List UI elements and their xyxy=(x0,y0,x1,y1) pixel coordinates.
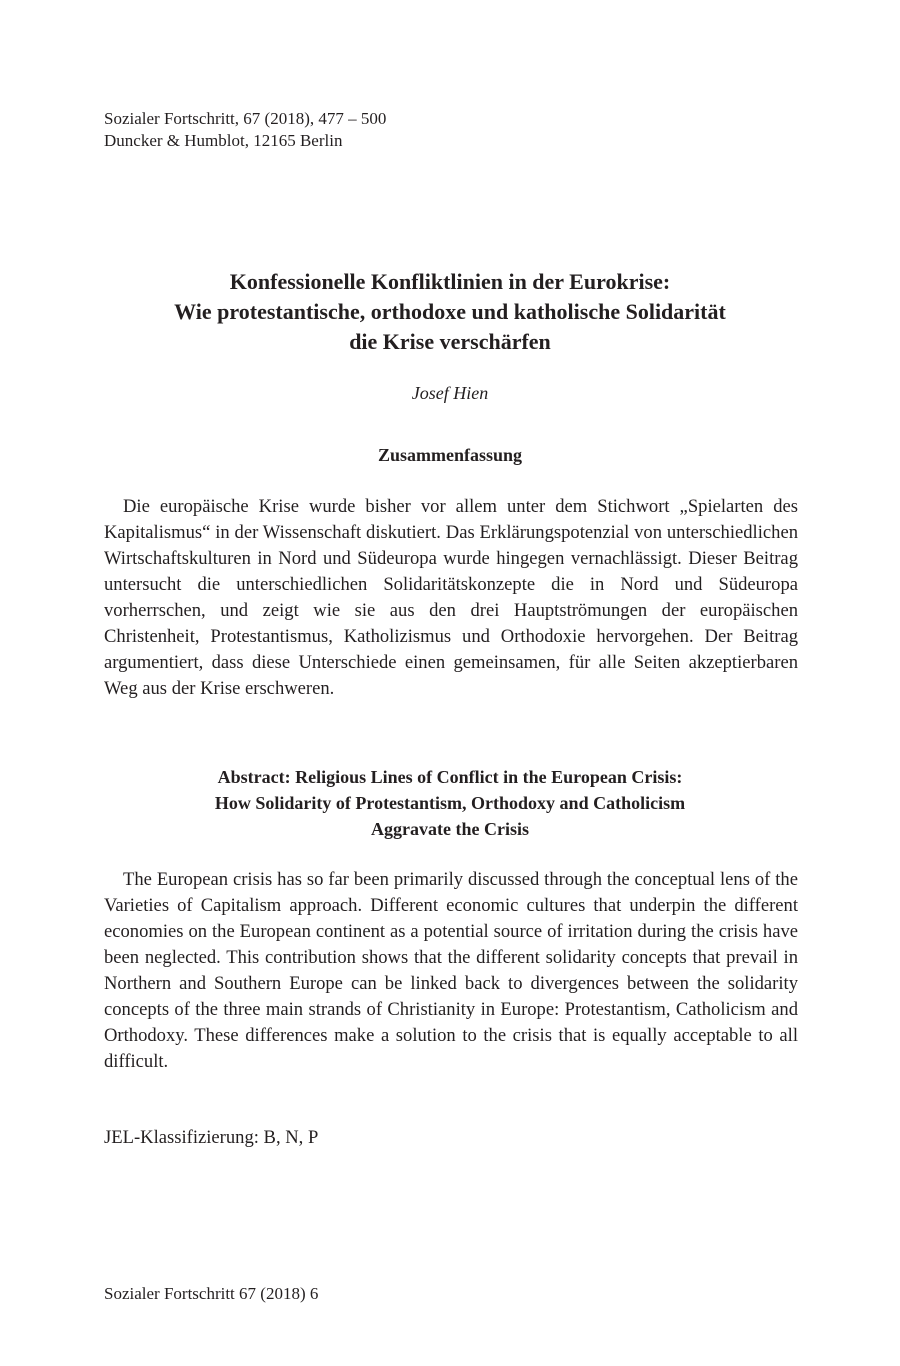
abstract-heading xyxy=(0,764,900,842)
abstract-heading-line-3: Aggravate the Crisis xyxy=(371,819,529,839)
title-line-3: die Krise verschärfen xyxy=(349,329,551,354)
abstract-paragraph: The European crisis has so far been primarily discussed through the conceptual lens of the Varieties of Capitalism approach. Different economic cultures that underpin the different economies on the European continent as a potential source of irritation during the crisis have been neglected. This contribution shows that the different solidarity concepts that prevail in Northern and Southern Europe can be linked back to divergences between the solidarity concepts of the three main strands of Christianity in Europe: Protestantism, Catholicism and Orthodoxy. These differences make a solution to the crisis that is equally acceptable to all difficult. xyxy=(104,869,798,1072)
journal-citation: Sozialer Fortschritt, 67 (2018), 477 – 500 xyxy=(104,109,387,128)
page-footer: Sozialer Fortschritt 67 (2018) 6 xyxy=(104,1284,319,1303)
abstract-heading-line-2: How Solidarity of Protestantism, Orthodoxy and Catholicism xyxy=(214,793,686,813)
zusammenfassung-paragraph: Die europäische Krise wurde bisher vor allem unter dem Stichwort „Spielarten des Kapitalismus“ in der Wissenschaft diskutiert. Das Erklärungspotenzial von unterschiedlichen Wirtschaftskulturen in Nord und Südeuropa wurde hingegen vernachlässigt. Dieser Beitrag untersucht die unterschiedlichen Solidaritätskonzepte die in Nord und Südeuropa vorherrschen, und zeigt wie sie aus den drei Hauptströmungen der europäischen Christenheit, Protestantismus, Katholizismus und Orthodoxie hervorgehen. Der Beitrag argumentiert, dass diese Unterschiede einen gemeinsamen, für alle Seiten akzeptierbaren Weg aus der Krise erschweren. xyxy=(104,496,798,699)
article-title xyxy=(0,267,900,357)
publisher-address: Duncker & Humblot, 12165 Berlin xyxy=(104,131,343,150)
title-line-2: Wie protestantische, orthodoxe und katholische Solidarität xyxy=(174,299,726,324)
jel-classification: JEL-Klassifizierung: B, N, P xyxy=(104,1127,319,1148)
title-line-1: Konfessionelle Konfliktlinien in der Eurokrise: xyxy=(229,269,671,294)
journal-header xyxy=(104,108,386,152)
zusammenfassung-heading: Zusammenfassung xyxy=(377,445,523,465)
abstract-heading-line-1: Abstract: Religious Lines of Conflict in the European Crisis: xyxy=(217,767,683,787)
author-name: Josef Hien xyxy=(411,383,489,403)
